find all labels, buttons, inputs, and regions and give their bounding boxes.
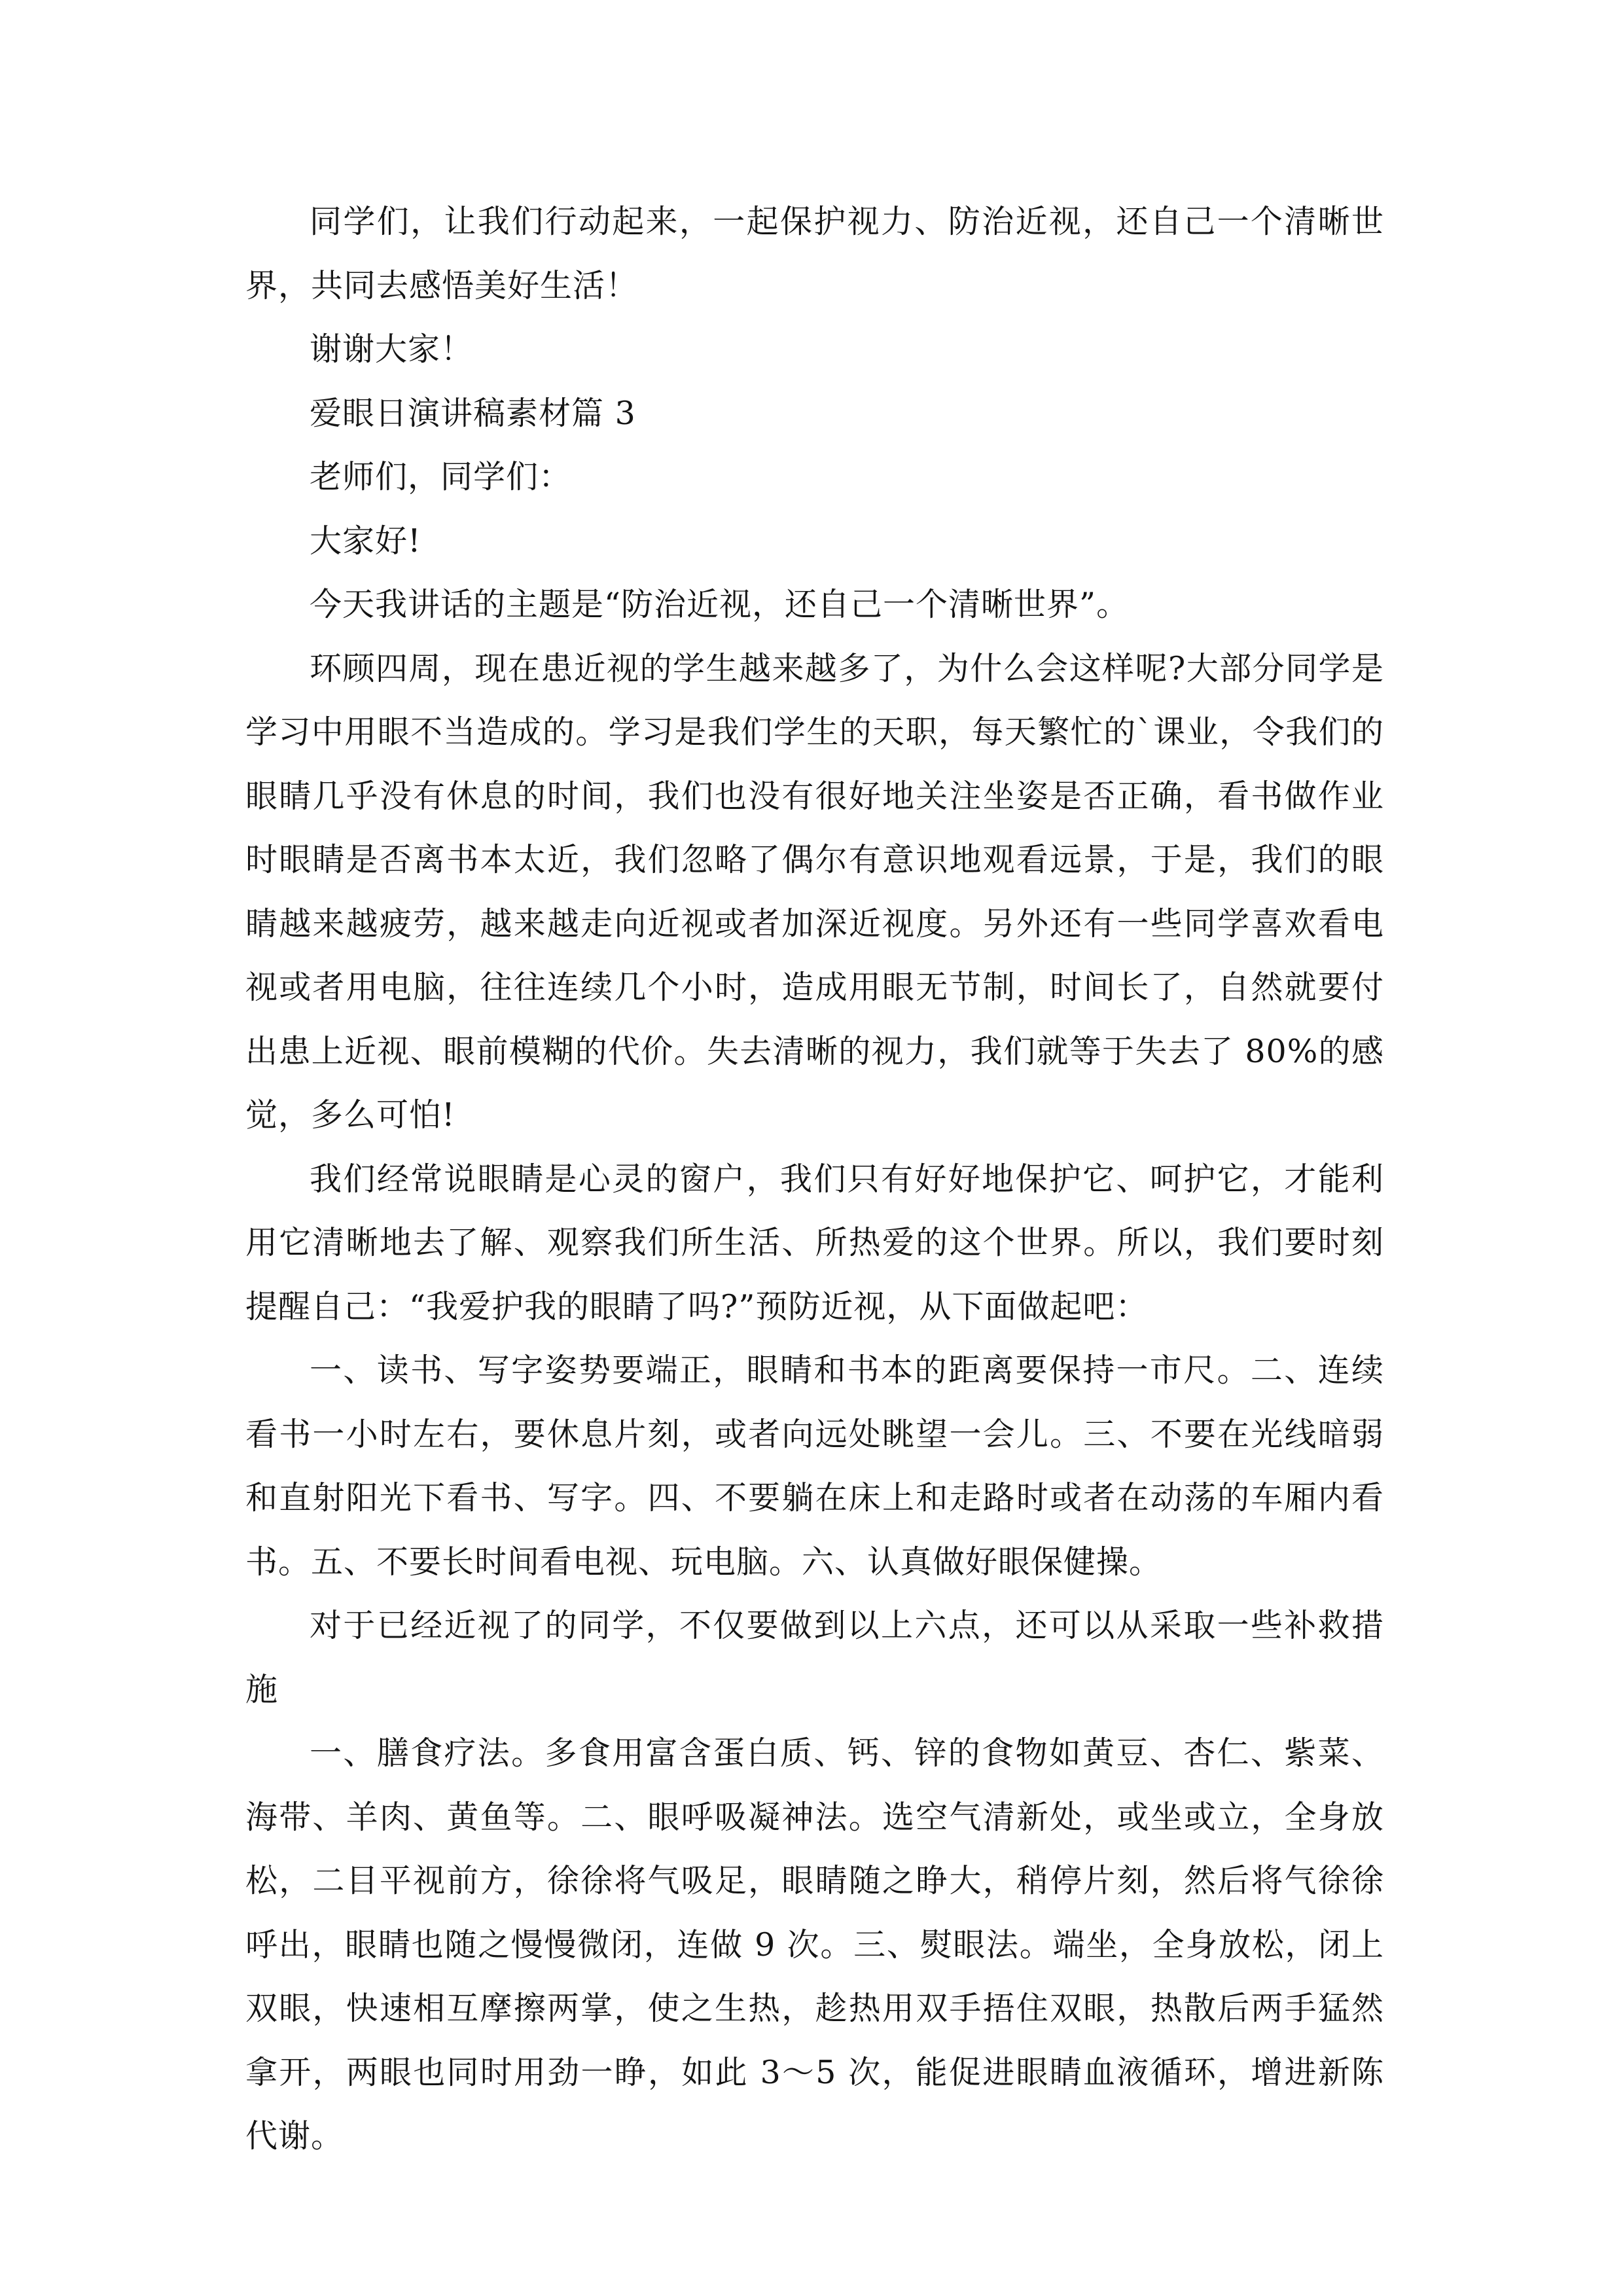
paragraph-topic: 今天我讲话的主题是“防治近视，还自己一个清晰世界”。 (310, 586, 1130, 623)
paragraph-remedies: 一、膳食疗法。多食用富含蛋白质、钙、锌的食物如黄豆、杏仁、紫菜、海带、羊肉、黄鱼等。二、眼呼吸凝神法。选空气清新处，或坐或立，全身放松，二目平视前方，徐徐将气吸足，眼睛随之睁大，稍停片刻，然后将气徐徐呼出，眼睛也随之慢慢微闭，连做 9 次。三、熨眼法。端坐，全身放松，闭上双眼，快速相互摩擦两掌，使之生热，趁热用双手捂住双眼，热散后两手猛然拿开，两眼也同时用劲一睁，如此 3～5 次，能促进眼睛血液循环，增进新陈代谢。 (245, 1734, 1384, 2155)
paragraph-eyes-window: 我们经常说眼睛是心灵的窗户，我们只有好好地保护它、呵护它，才能利用它清晰地去了解、观察我们所生活、所热爱的这个世界。所以，我们要时刻提醒自己：“我爱护我的眼睛了吗?”预防近视，从下面做起吧： (245, 1160, 1384, 1325)
paragraph-thanks: 谢谢大家！ (310, 331, 474, 368)
paragraph-greeting: 大家好! (310, 522, 421, 560)
paragraph-closing-call: 同学们，让我们行动起来，一起保护视力、防治近视，还自己一个清晰世界，共同去感悟美好生活！ (245, 203, 1384, 304)
section-heading: 爱眼日演讲稿素材篇 3 (310, 394, 636, 432)
paragraph-causes: 环顾四周，现在患近视的学生越来越多了，为什么会这样呢?大部分同学是学习中用眼不当造成的。学习是我们学生的天职，每天繁忙的`课业，令我们的眼睛几乎没有休息的时间，我们也没有很好地关注坐姿是否正确，看书做作业时眼睛是否离书本太近，我们忽略了偶尔有意识地观看远景，于是，我们的眼睛越来越疲劳，越来越走向近视或者加深近视度。另外还有一些同学喜欢看电视或者用电脑，往往连续几个小时，造成用眼无节制，时间长了，自然就要付出患上近视、眼前模糊的代价。失去清晰的视力，我们就等于失去了 80%的感觉，多么可怕! (245, 649, 1384, 1134)
paragraph-remedy-intro: 对于已经近视了的同学，不仅要做到以上六点，还可以从采取一些补救措施 (245, 1607, 1384, 1708)
paragraph-prevention-list: 一、读书、写字姿势要端正，眼睛和书本的距离要保持一市尺。二、连续看书一小时左右，要休息片刻，或者向远处眺望一会儿。三、不要在光线暗弱和直射阳光下看书、写字。四、不要躺在床上和走路时或者在动荡的车厢内看书。五、不要长时间看电视、玩电脑。六、认真做好眼保健操。 (245, 1352, 1384, 1581)
document-body (245, 190, 1384, 2168)
paragraph-salutation: 老师们，同学们： (310, 458, 572, 495)
